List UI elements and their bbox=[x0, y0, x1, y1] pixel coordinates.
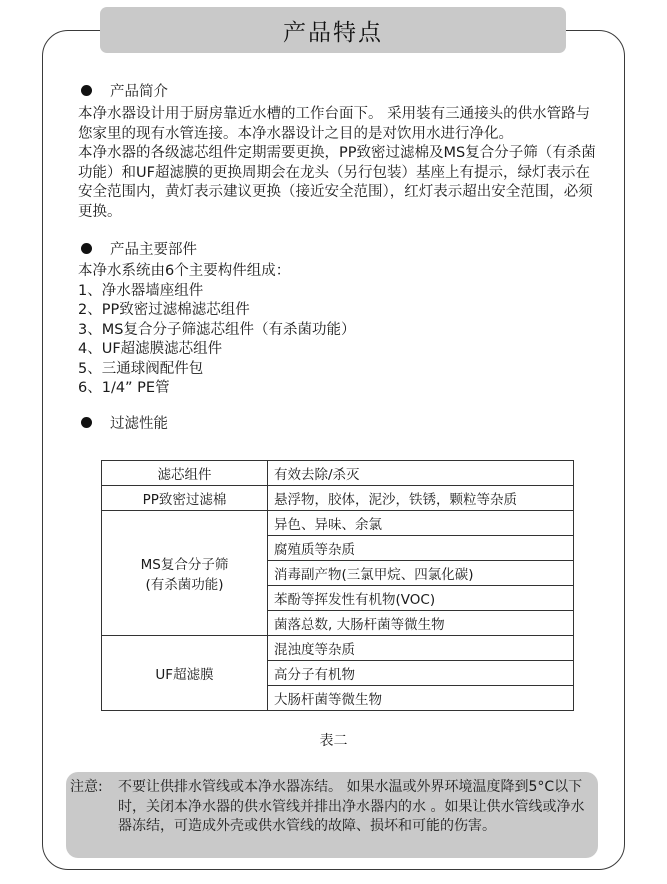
warning-note bbox=[66, 772, 598, 858]
list-item: 4、UF超滤膜滤芯组件 bbox=[78, 341, 223, 357]
table-cell: 异色、异味、余氯 bbox=[268, 511, 574, 536]
table-row bbox=[102, 636, 574, 661]
page-title: 产品特点 bbox=[100, 7, 566, 53]
section-heading-parts bbox=[78, 236, 598, 260]
parts-list bbox=[78, 282, 598, 399]
table-cell: 大肠杆菌等微生物 bbox=[268, 686, 574, 711]
parts-intro: 本净水系统由6个主要构件组成： bbox=[78, 263, 291, 279]
list-item: 2、PP致密过滤棉滤芯组件 bbox=[78, 302, 250, 318]
intro-paragraph-1: 本净水器设计用于厨房靠近水槽的工作台面下。 采用装有三通接头的供水管路与您家里的现有水管连接。本净水器设计之目的是对饮用水进行净化。 bbox=[78, 106, 591, 142]
table-caption: 表二 bbox=[319, 733, 348, 749]
table-header-cell: 有效去除/杀灭 bbox=[268, 461, 574, 486]
table-cell: 混浊度等杂质 bbox=[268, 636, 574, 661]
component-note: (有杀菌功能) bbox=[145, 577, 224, 593]
section-heading-label: 产品简介 bbox=[110, 83, 168, 100]
section-heading-label: 产品主要部件 bbox=[110, 241, 197, 258]
component-name: MS复合分子筛 bbox=[140, 557, 229, 573]
bullet-icon bbox=[81, 243, 92, 254]
main-content bbox=[78, 78, 598, 435]
table-row bbox=[102, 486, 574, 511]
component-cell: PP致密过滤棉 bbox=[102, 486, 268, 511]
table-row bbox=[102, 461, 574, 486]
note-text: 不要让供排水管线或本净水器冻结。 如果水温或外界环境温度降到5°C以下时，关闭本净水器的供水管线并排出净水器内的水 。如果让供水管线或净水器冻结，可造成外壳或供水管线的故障、损坏和可能的伤害。 bbox=[118, 779, 585, 834]
table-cell: 苯酚等挥发性有机物(VOC) bbox=[268, 586, 574, 611]
section-heading-performance bbox=[78, 411, 598, 435]
section-heading-label: 过滤性能 bbox=[110, 416, 168, 432]
table-row bbox=[102, 511, 574, 536]
bullet-icon bbox=[81, 85, 92, 96]
list-item: 6、1/4” PE管 bbox=[78, 380, 170, 396]
section-heading-intro bbox=[78, 78, 598, 102]
list-item: 5、三通球阀配件包 bbox=[78, 360, 204, 377]
list-item: 1、净水器墙座组件 bbox=[78, 282, 204, 299]
list-item: 3、MS复合分子筛滤芯组件（有杀菌功能） bbox=[78, 321, 356, 338]
component-cell-uf: UF超滤膜 bbox=[102, 636, 268, 711]
table-cell: 腐殖质等杂质 bbox=[268, 536, 574, 561]
component-cell-ms bbox=[102, 511, 268, 636]
filter-performance-table bbox=[101, 460, 574, 711]
table-cell: 消毒副产物(三氯甲烷、四氯化碳) bbox=[268, 561, 574, 586]
table-cell: 菌落总数, 大肠杆菌等微生物 bbox=[268, 611, 574, 636]
note-label: 注意: bbox=[70, 779, 103, 795]
bullet-icon bbox=[81, 417, 92, 428]
table-cell: 高分子有机物 bbox=[268, 661, 574, 686]
intro-paragraph-2: 本净水器的各级滤芯组件定期需要更换，PP致密过滤棉及MS复合分子筛（有杀菌功能）和UF超滤膜的更换周期会在龙头（另行包装）基座上有提示，绿灯表示在安全范围内，黄灯表示建议更换（接近安全范围），红灯表示超出安全范围，必须更换。 bbox=[78, 145, 596, 220]
table-cell: 悬浮物，胶体，泥沙，铁锈，颗粒等杂质 bbox=[268, 486, 574, 511]
table-header-cell: 滤芯组件 bbox=[102, 461, 268, 486]
